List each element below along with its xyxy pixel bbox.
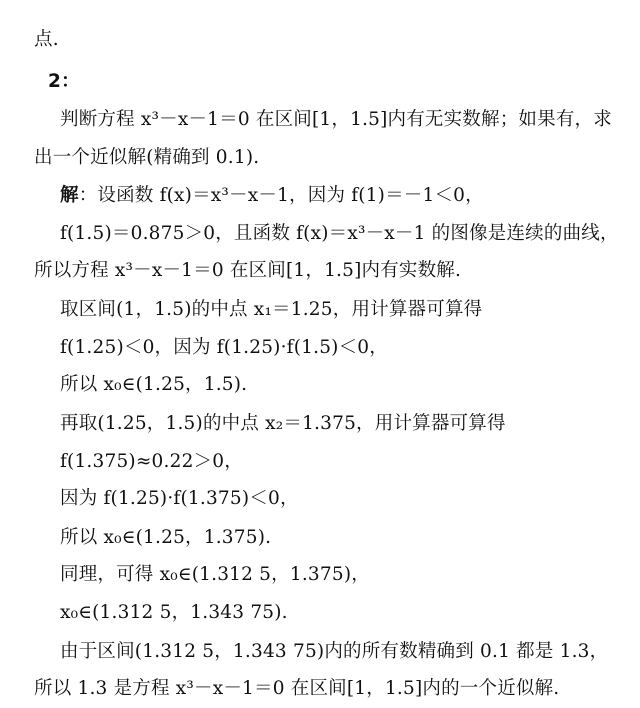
solution-line-6: 所以 x₀∈(1.25，1.5). [60,374,248,395]
solution-line-12: x₀∈(1.312 5，1.343 75). [60,602,288,623]
text-line-continuation: 点. [34,29,59,50]
solution-line-10: 所以 x₀∈(1.25，1.375). [60,527,272,548]
solution-line-2: f(1.5)＝0.875＞0，且函数 f(x)＝x³－x－1 的图像是连续的曲线， [60,223,619,244]
problem-number: 2： [48,71,80,92]
solution-line-9: 因为 f(1.25)·f(1.375)＜0， [60,488,299,509]
solution-label: 解 [60,185,79,206]
solution-line-4: 取区间(1，1.5)的中点 x₁＝1.25，用计算器可算得 [60,299,483,320]
solution-line-7: 再取(1.25，1.5)的中点 x₂＝1.375，用计算器可算得 [60,413,506,434]
solution-line-13: 由于区间(1.312 5，1.343 75)内的所有数精确到 0.1 都是 1.3， [60,641,609,662]
solution-line-3: 所以方程 x³－x－1＝0 在区间[1，1.5]内有实数解. [34,260,462,281]
solution-line-8: f(1.375)≈0.22＞0， [60,451,243,472]
problem-statement-line-1: 判断方程 x³－x－1＝0 在区间[1，1.5]内有无实数解；如果有，求 [60,109,612,130]
solution-line-1 [60,184,484,208]
solution-line-1-text: ：设函数 f(x)＝x³－x－1，因为 f(1)＝－1＜0， [78,185,484,206]
solution-line-5: f(1.25)＜0，因为 f(1.25)·f(1.5)＜0， [60,337,388,358]
solution-line-11: 同理，可得 x₀∈(1.312 5，1.375)， [60,564,370,585]
problem-statement-line-2: 出一个近似解(精确到 0.1). [34,147,260,168]
solution-conclusion: 所以 1.3 是方程 x³－x－1＝0 在区间[1，1.5]内的一个近似解. [34,678,560,699]
